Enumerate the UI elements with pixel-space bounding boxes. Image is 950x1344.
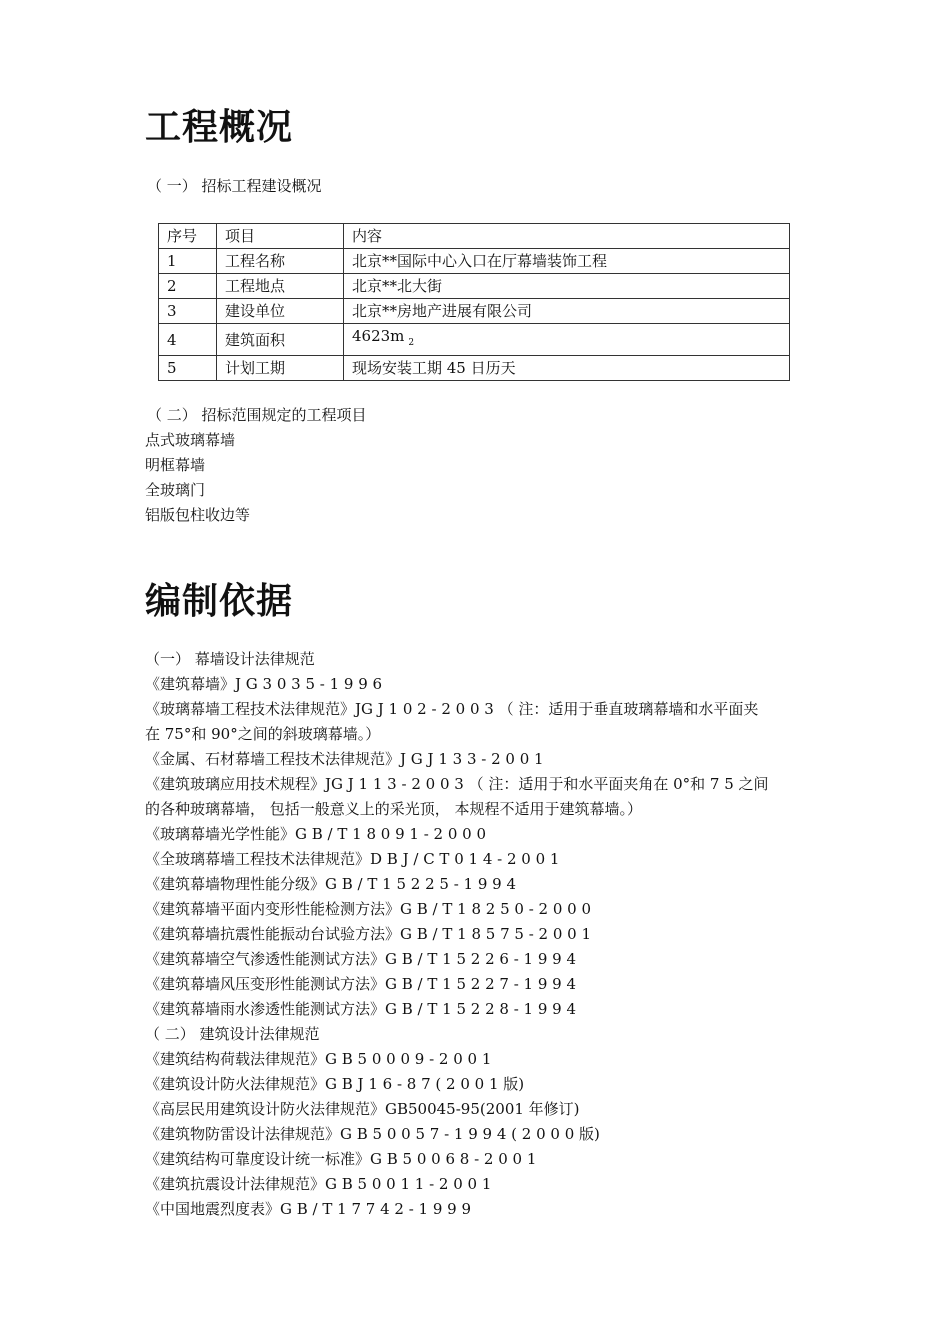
table-header-row [159,224,790,249]
standards-list [145,647,769,1222]
list-subheading: （一） 幕墙设计法律规范 [145,650,315,668]
table-header-cell: 内容 [344,224,790,249]
list-item: 点式玻璃幕墙 [145,431,236,449]
subheading-scope: （ 二） 招标范围规定的工程项目 [147,406,367,424]
list-item: 《中国地震烈度表》G B / T 1 7 7 4 2 - 1 9 9 9 [145,1200,472,1218]
list-item: 《高层民用建筑设计防火法律规范》GB50045-95(2001 年修订) [145,1100,580,1118]
section-heading-overview: 工程概况 [145,107,294,148]
list-subheading: （ 二） 建筑设计法律规范 [145,1025,320,1043]
list-item: 在 75°和 90°之间的斜玻璃幕墙。） [145,725,381,743]
list-item: 的各种玻璃幕墙， 包括一般意义上的采光顶， 本规程不适用于建筑幕墙。） [145,800,643,818]
list-item: 《玻璃幕墙光学性能》G B / T 1 8 0 9 1 - 2 0 0 0 [145,825,487,843]
list-item: 《建筑抗震设计法律规范》G B 5 0 0 1 1 - 2 0 0 1 [145,1175,492,1193]
list-item: 《建筑结构可靠度设计统一标准》G B 5 0 0 6 8 - 2 0 0 1 [145,1150,537,1168]
table-cell: 工程地点 [217,274,344,299]
table-cell: 建筑面积 [217,324,344,356]
list-item: 《建筑物防雷设计法律规范》G B 5 0 0 5 7 - 1 9 9 4 ( 2 0 0 0 版) [145,1125,600,1143]
table-cell: 3 [159,299,217,324]
list-item: 《金属、石材幕墙工程技术法律规范》J G J 1 3 3 - 2 0 0 1 [145,750,544,768]
table-cell: 北京**国际中心入口在厅幕墙装饰工程 [344,249,790,274]
table-cell: 计划工期 [217,356,344,381]
list-item: 铝版包柱收边等 [145,506,251,524]
list-item: 《建筑幕墙平面内变形性能检测方法》G B / T 1 8 2 5 0 - 2 0 0 0 [145,900,592,918]
list-item: 《建筑玻璃应用技术规程》JG J 1 1 3 - 2 0 0 3 （ 注：适用于和水平面夹角在 0°和 7 5 之间 [145,775,769,793]
table-cell: 工程名称 [217,249,344,274]
table-row [159,299,790,324]
list-item: 全玻璃门 [145,481,206,499]
list-item: 明框幕墙 [145,456,206,474]
scope-list [145,428,250,528]
project-info-table [158,223,790,381]
area-value: 4623m [352,327,405,345]
table-cell: 建设单位 [217,299,344,324]
list-item: 《建筑幕墙风压变形性能测试方法》G B / T 1 5 2 2 7 - 1 9 9 4 [145,975,577,993]
area-unit-superscript: 2 [408,338,415,348]
section-heading-basis: 编制依据 [145,581,294,622]
table-row [159,324,790,356]
table-cell: 2 [159,274,217,299]
table-header-cell: 项目 [217,224,344,249]
list-item: 《玻璃幕墙工程技术法律规范》JG J 1 0 2 - 2 0 0 3 （ 注：适用于垂直玻璃幕墙和水平面夹 [145,700,759,718]
subheading-bidding-overview: （ 一） 招标工程建设概况 [147,177,322,195]
table-cell: 4 [159,324,217,356]
table-row [159,274,790,299]
table-cell: 北京**北大街 [344,274,790,299]
list-item: 《建筑幕墙物理性能分级》G B / T 1 5 2 2 5 - 1 9 9 4 [145,875,517,893]
list-item: 《建筑幕墙空气渗透性能测试方法》G B / T 1 5 2 2 6 - 1 9 9 4 [145,950,577,968]
list-item: 《建筑幕墙雨水渗透性能测试方法》G B / T 1 5 2 2 8 - 1 9 9 4 [145,1000,577,1018]
list-item: 《建筑幕墙》J G 3 0 3 5 - 1 9 9 6 [145,675,383,693]
table-header-cell: 序号 [159,224,217,249]
table-cell: 北京**房地产进展有限公司 [344,299,790,324]
list-item: 《建筑设计防火法律规范》G B J 1 6 - 8 7 ( 2 0 0 1 版) [145,1075,525,1093]
table-cell: 5 [159,356,217,381]
list-item: 《建筑幕墙抗震性能振动台试验方法》G B / T 1 8 5 7 5 - 2 0 0 1 [145,925,592,943]
table-row [159,356,790,381]
table-cell-area [344,324,790,356]
list-item: 《全玻璃幕墙工程技术法律规范》D B J / C T 0 1 4 - 2 0 0 1 [145,850,560,868]
list-item: 《建筑结构荷载法律规范》G B 5 0 0 0 9 - 2 0 0 1 [145,1050,492,1068]
table-row [159,249,790,274]
table-cell: 1 [159,249,217,274]
table-cell: 现场安装工期 45 日历天 [344,356,790,381]
